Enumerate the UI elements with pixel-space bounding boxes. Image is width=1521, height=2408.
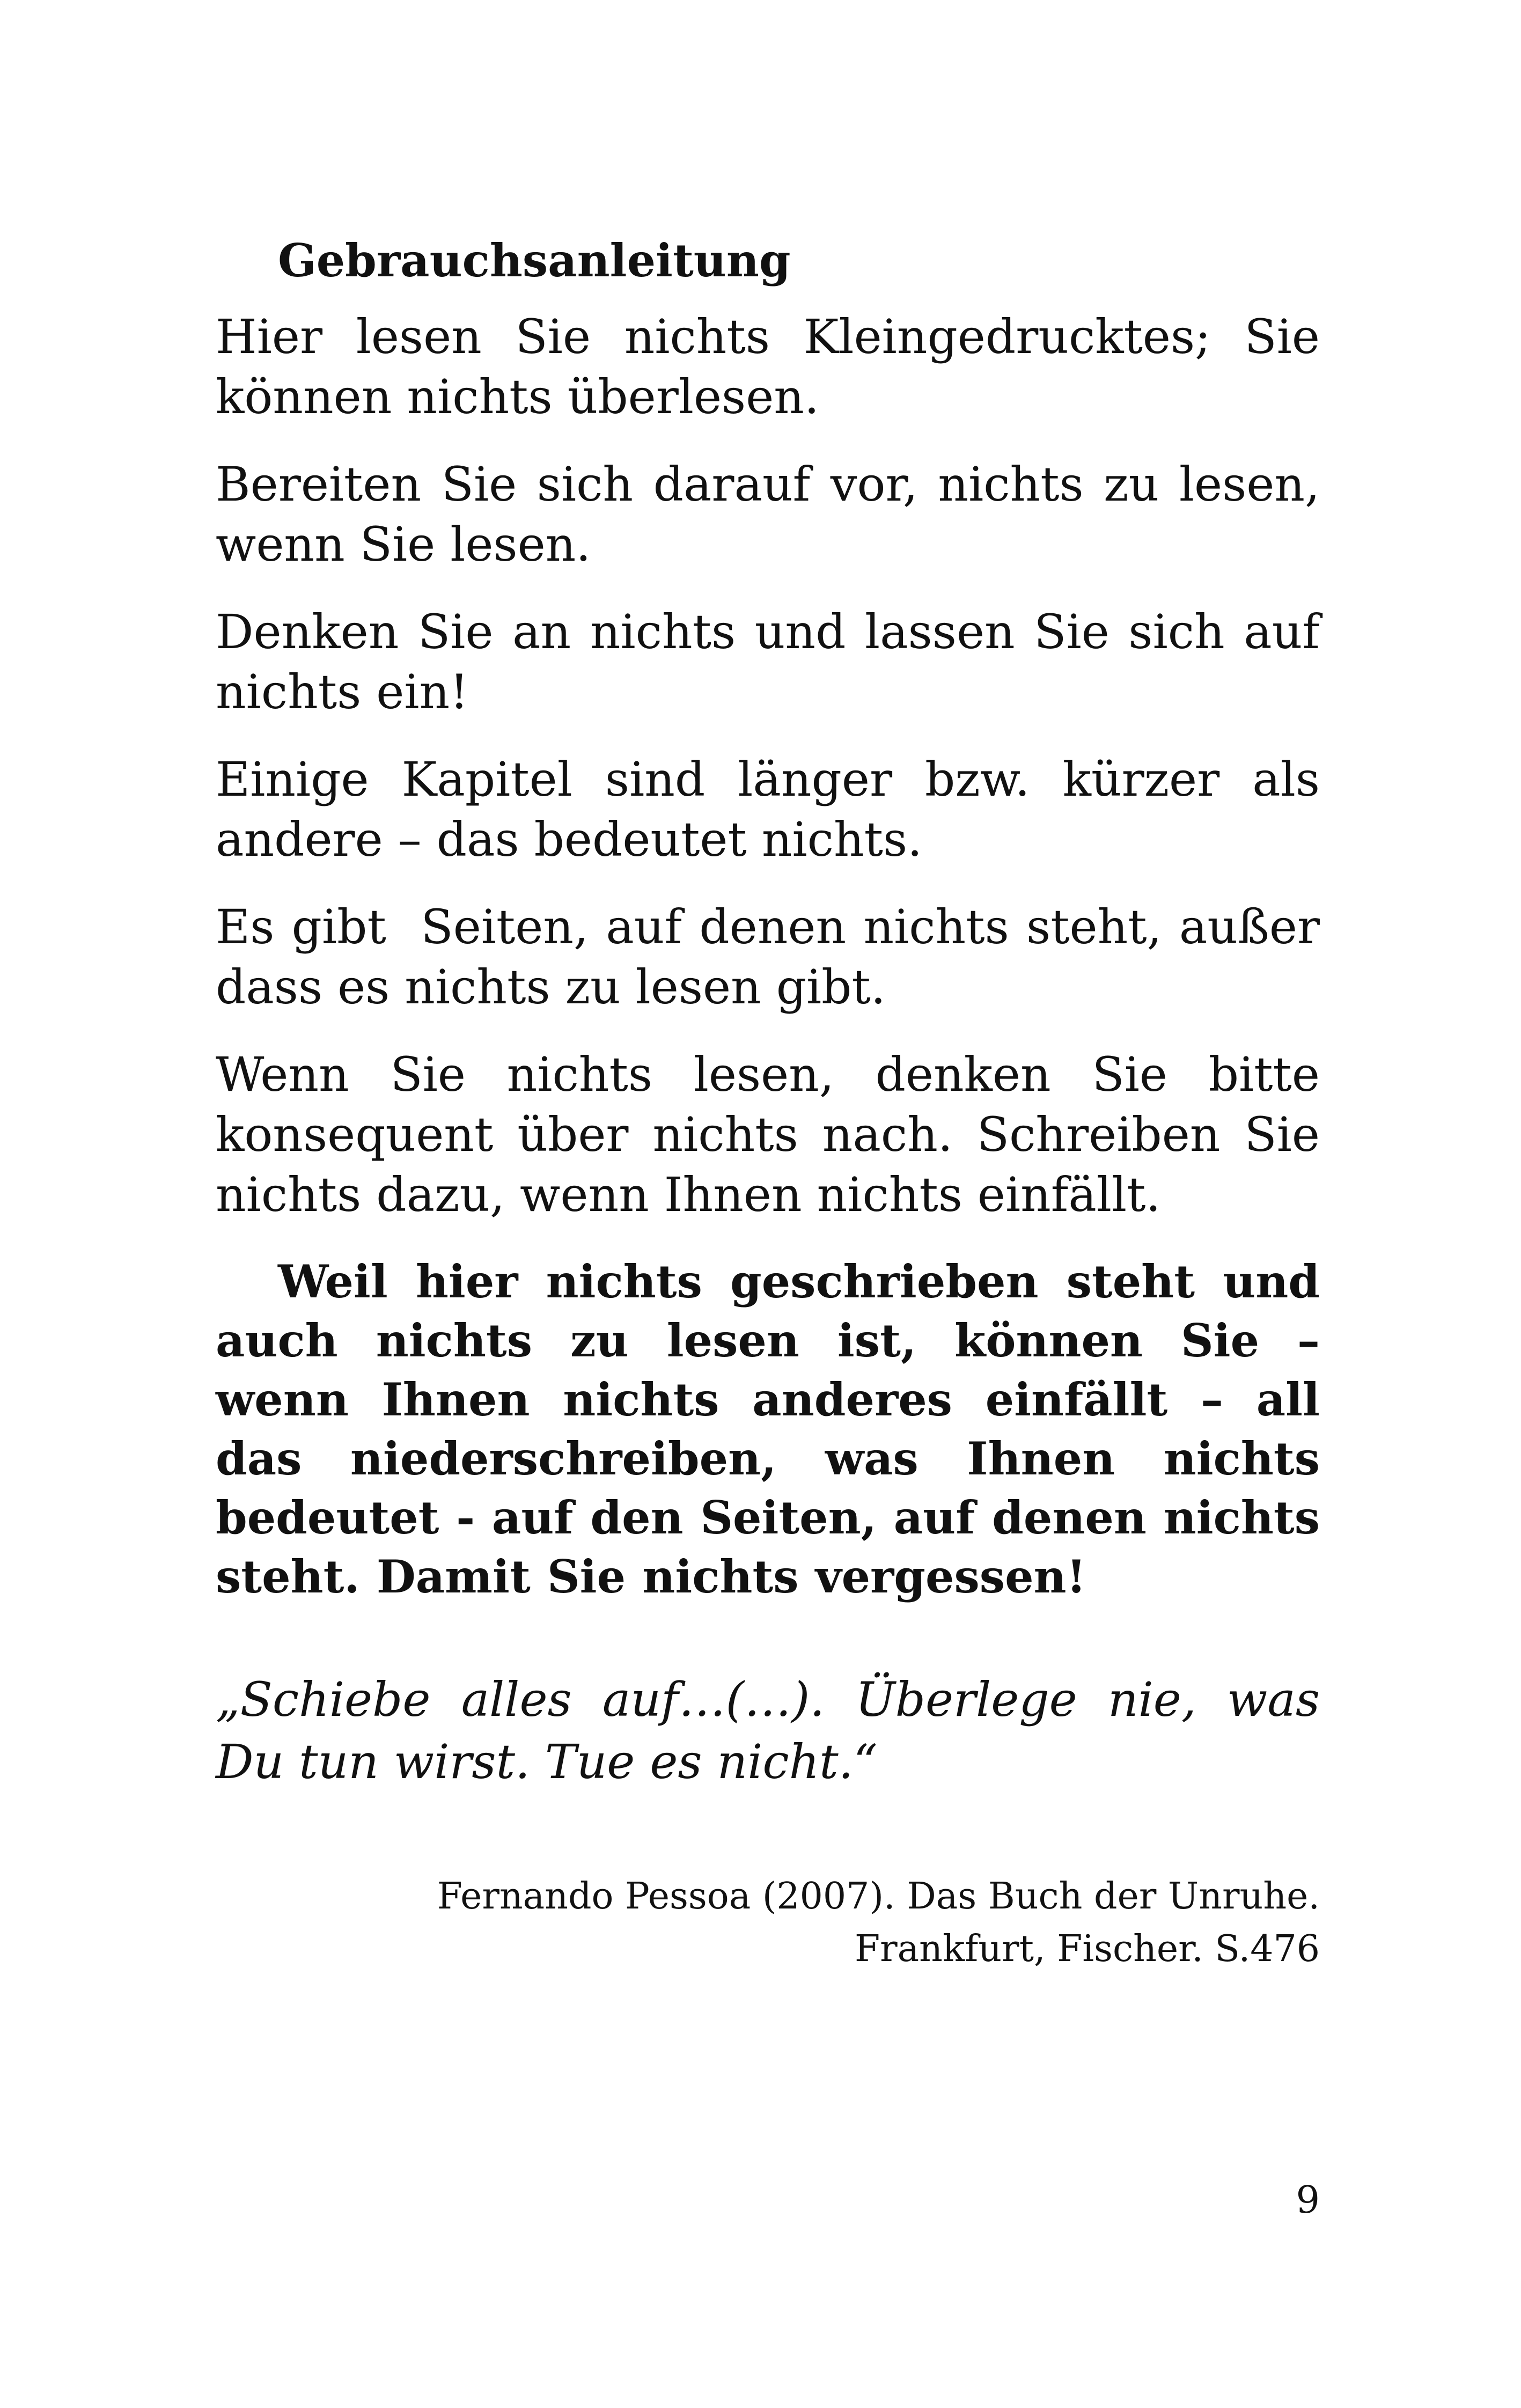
- paragraph-5: Es gibt Seiten, auf denen nichts steht, außer dass es nichts zu lesen gibt.: [216, 899, 1335, 1015]
- quote-citation: [354, 1870, 1320, 1976]
- section-heading: Gebrauchsanleitung: [278, 234, 791, 287]
- bold-paragraph: Weil hier nichts geschrieben steht und auch nichts zu lesen ist, können Sie – wenn Ihnen nichts anderes einfällt – all das niederschreiben, was Ihnen nichts bedeutet - auf den Seiten, auf denen nichts steht. Damit Sie nichts vergessen!: [216, 1255, 1320, 1603]
- paragraph-3: Denken Sie an nichts und lassen Sie sich auf nichts ein!: [216, 604, 1320, 720]
- paragraph-6: Wenn Sie nichts lesen, denken Sie bitte konsequent über nichts nach. Schreiben Sie nichts dazu, wenn Ihnen nichts einfällt.: [216, 1047, 1320, 1222]
- citation-line-1: Fernando Pessoa (2007). Das Buch der Unruhe.: [437, 1875, 1320, 1918]
- paragraph-1: Hier lesen Sie nichts Kleingedrucktes; Sie können nichts überlesen.: [216, 309, 1320, 424]
- paragraph-2: Bereiten Sie sich darauf vor, nichts zu lesen, wenn Sie lesen.: [216, 457, 1320, 572]
- page-number: 9: [1296, 2178, 1320, 2222]
- paragraph-4: Einige Kapitel sind länger bzw. kürzer als andere – das bedeutet nichts.: [216, 752, 1320, 867]
- epigraph-quote: „Schiebe alles auf…(…). Überlege nie, was Du tun wirst. Tue es nicht.“: [216, 1672, 1320, 1789]
- main-text: [216, 231, 1335, 1606]
- citation-line-2: Frankfurt, Fischer. S.476: [854, 1928, 1320, 1970]
